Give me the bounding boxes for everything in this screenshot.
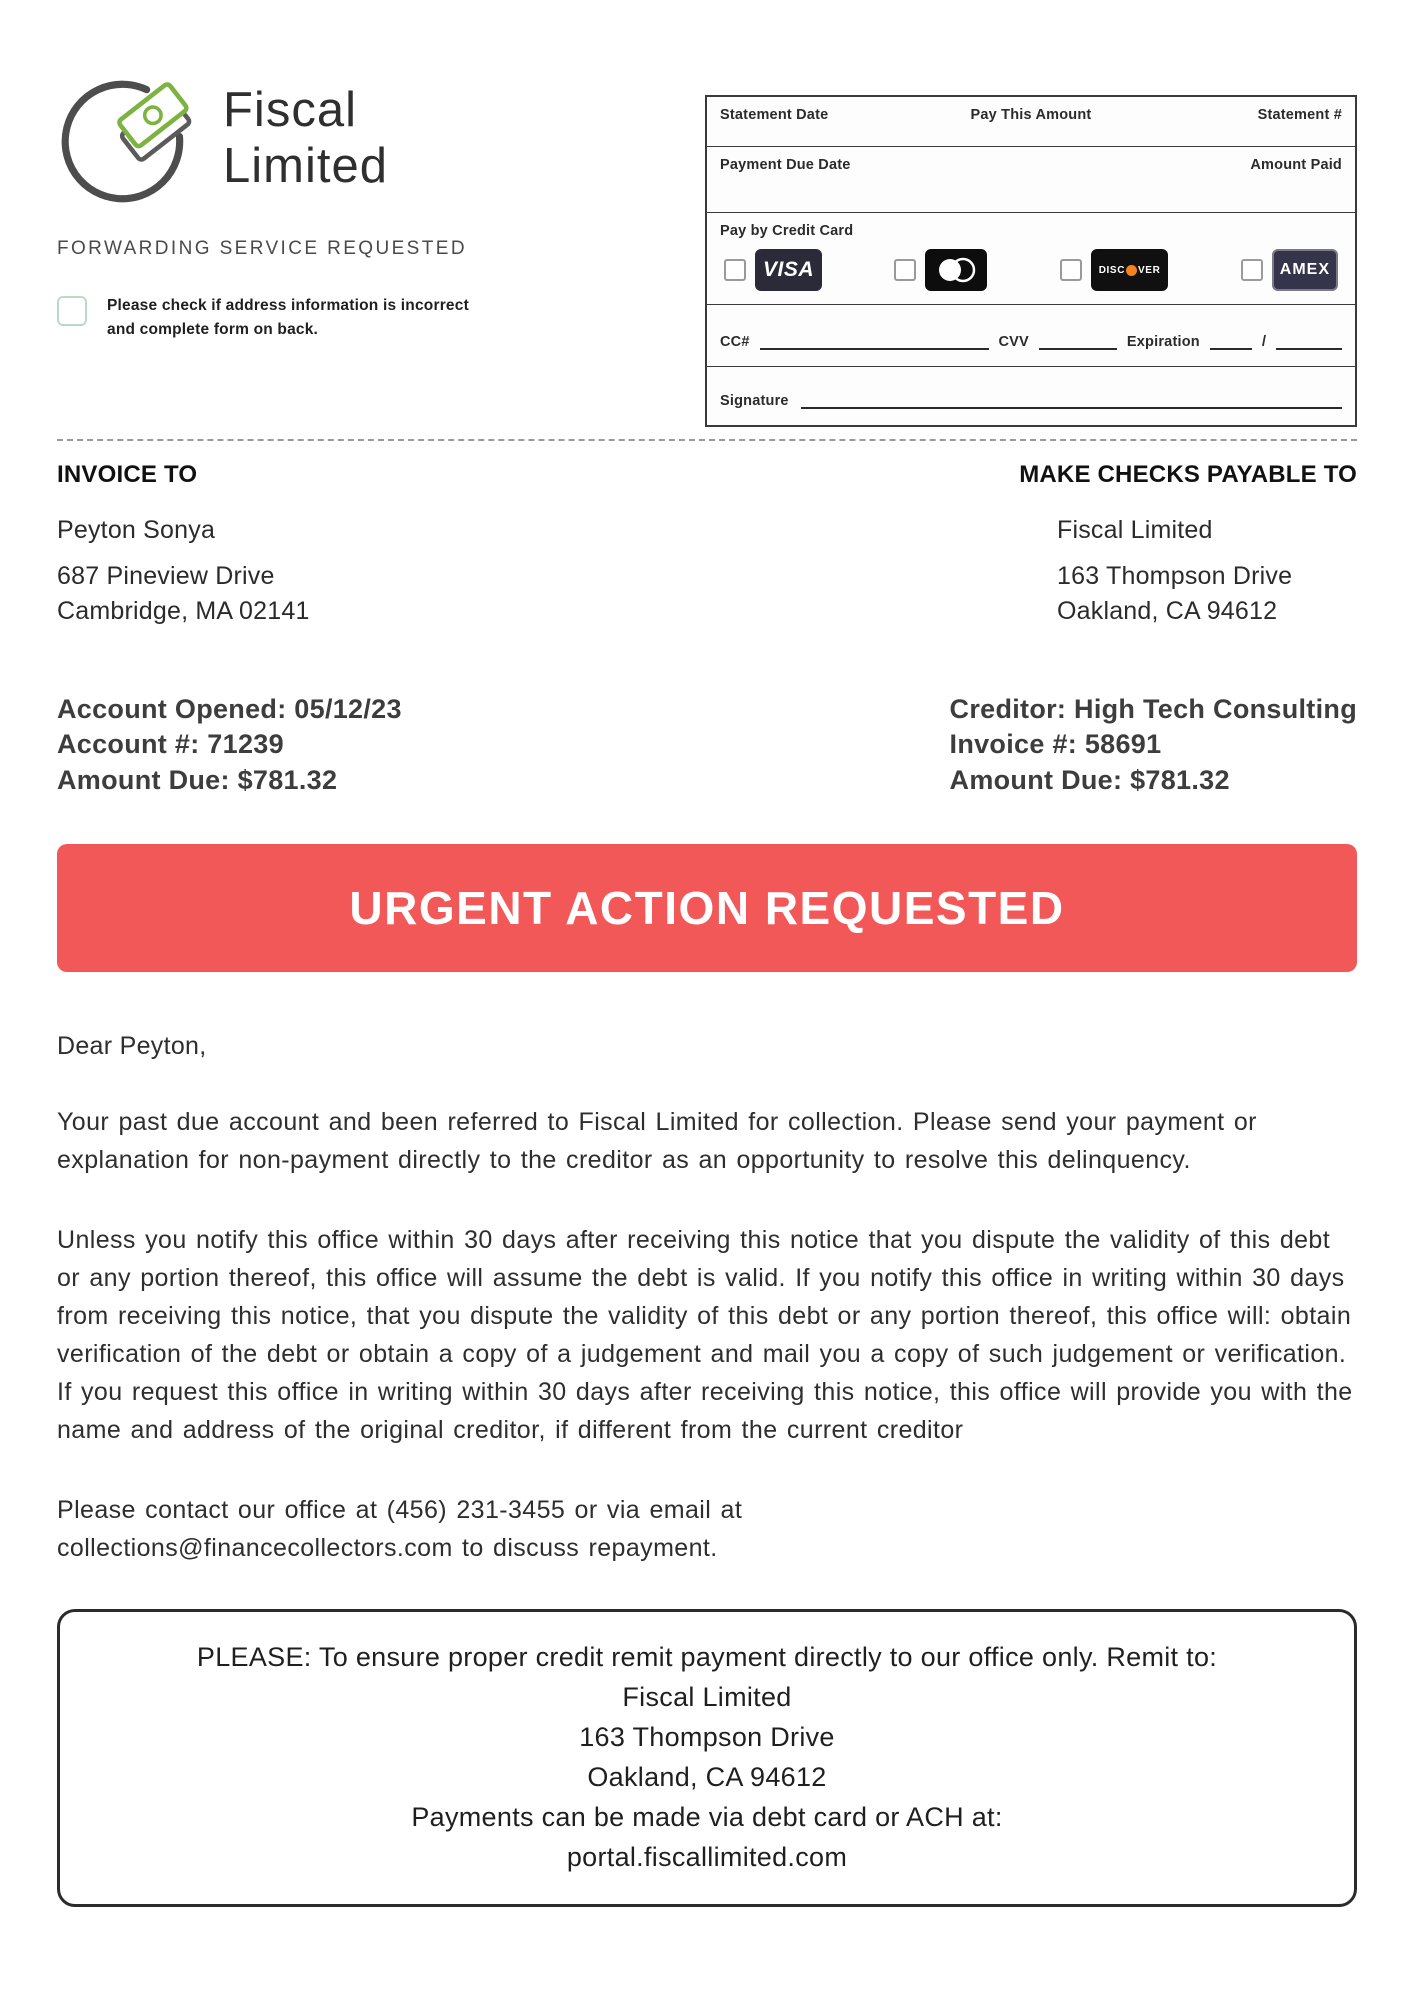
urgent-banner [57, 844, 1357, 972]
statement-number-label: Statement # [1257, 107, 1342, 123]
remit-payment-methods: Payments can be made via debt card or ACH at: [411, 1802, 1003, 1833]
mastercard-option [894, 249, 987, 291]
contact-line: Please contact our office at (456) 231-3455 or via email at [57, 1496, 743, 1525]
stub-credit-card-row [707, 213, 1355, 305]
cvv-label: CVV [998, 334, 1029, 350]
brand-name-line1: Fiscal [223, 83, 357, 138]
account-number: Account #: 71239 [57, 729, 284, 760]
card-options-row [720, 249, 1342, 291]
brand-name [223, 83, 388, 195]
invoice-number: Invoice #: 58691 [949, 729, 1162, 760]
contact-email-line: collections@financecollectors.com to discuss repayment. [57, 1534, 718, 1563]
brand-row [57, 70, 657, 208]
salutation: Dear Peyton, [57, 1032, 207, 1061]
amex-logo-icon [1272, 249, 1338, 291]
discover-dot-icon [1126, 265, 1137, 276]
debtor-address-line1: 687 Pineview Drive [57, 561, 275, 590]
address-incorrect-label [107, 294, 469, 342]
summary-section [57, 692, 1357, 800]
address-incorrect-checkbox[interactable] [57, 296, 87, 326]
payment-due-date-label: Payment Due Date [720, 157, 851, 173]
payable-to-heading: MAKE CHECKS PAYABLE TO [1019, 461, 1357, 488]
debtor-address-line2: Cambridge, MA 02141 [57, 597, 310, 625]
cc-number-label: CC# [720, 334, 750, 350]
payable-to-block [957, 461, 1357, 630]
visa-logo-text: VISA [763, 258, 815, 281]
amex-option [1241, 249, 1338, 291]
stub-statement-row [707, 97, 1355, 147]
tear-line-divider [57, 439, 1357, 441]
payee-address-line1: 163 Thompson Drive [1057, 561, 1293, 590]
visa-option [724, 249, 822, 291]
pay-this-amount-label: Pay This Amount [970, 107, 1092, 123]
visa-logo-icon [755, 249, 822, 291]
header [57, 58, 1357, 427]
creditor-amount-due: Amount Due: $781.32 [949, 765, 1230, 796]
visa-checkbox[interactable] [724, 259, 746, 281]
discover-checkbox[interactable] [1060, 259, 1082, 281]
address-incorrect-label-line1: Please check if address information is incorrect [107, 297, 469, 314]
discover-option [1060, 249, 1169, 291]
account-amount-due: Amount Due: $781.32 [57, 765, 338, 796]
payee-address [957, 513, 1357, 630]
account-summary [57, 692, 402, 800]
mastercard-logo-icon [925, 249, 987, 291]
discover-logo-icon [1091, 249, 1169, 291]
header-left [57, 58, 657, 342]
amount-paid-label: Amount Paid [1250, 157, 1342, 173]
mastercard-checkbox[interactable] [894, 259, 916, 281]
letter-paragraph-2: Unless you notify this office within 30 days after receiving this notice that you dispute the validity of this debt or any portion thereof, this office will assume the debt is valid. If you notify this office in writing within 30 days from receiving this notice, that you dispute the validity of this debt or any portion thereof, this office will: obtain verification of the debt or obtain a copy of a judgement and mail you a copy of such judgement or verification. If you request this office in writing within 30 days after receiving this notice, this office will provide you with the name and address of the original creditor, if different from the current creditor [57, 1226, 1353, 1445]
invoice-to-block [57, 461, 310, 630]
cvv-field[interactable] [1039, 330, 1117, 350]
remit-instruction: PLEASE: To ensure proper credit remit payment directly to our office only. Remit to: [196, 1642, 1218, 1673]
amex-logo-text: AMEX [1279, 261, 1330, 278]
remit-address-line1: 163 Thompson Drive [579, 1722, 835, 1753]
urgent-banner-text: URGENT ACTION REQUESTED [349, 882, 1065, 935]
stub-card-number-row [707, 305, 1355, 367]
remit-address-line2: Oakland, CA 94612 [587, 1762, 827, 1793]
letter-paragraph-1: Your past due account and been referred to Fiscal Limited for collection. Please send your payment or explanation for non-payment directly to the creditor as an opportunity to resolve this delinquency. [57, 1108, 1257, 1175]
account-opened: Account Opened: 05/12/23 [57, 693, 402, 724]
debtor-name: Peyton Sonya [57, 516, 216, 544]
creditor-summary [950, 692, 1357, 800]
discover-logo-text-right: VER [1138, 264, 1161, 276]
invoice-to-heading: INVOICE TO [57, 461, 198, 488]
payee-name: Fiscal Limited [1057, 516, 1213, 544]
expiration-year-field[interactable] [1276, 330, 1342, 350]
forwarding-service-notice: FORWARDING SERVICE REQUESTED [57, 238, 467, 259]
address-incorrect-label-line2: and complete form on back. [107, 321, 319, 339]
letter-paragraph-3 [57, 1491, 1357, 1567]
amex-checkbox[interactable] [1241, 259, 1263, 281]
expiration-label: Expiration [1126, 334, 1200, 350]
remit-portal-url: portal.fiscallimited.com [566, 1841, 848, 1872]
cc-number-field[interactable] [760, 330, 989, 350]
remit-company-name: Fiscal Limited [622, 1682, 792, 1713]
address-section [57, 461, 1357, 630]
payee-address-line2: Oakland, CA 94612 [1057, 597, 1278, 625]
brand-name-line2: Limited [223, 139, 388, 193]
fiscal-limited-logo-icon [57, 70, 195, 208]
stub-signature-row [707, 367, 1355, 425]
creditor-name: Creditor: High Tech Consulting [949, 693, 1357, 724]
signature-field[interactable] [801, 389, 1342, 409]
remit-box [57, 1609, 1357, 1907]
pay-by-credit-card-label: Pay by Credit Card [720, 223, 854, 239]
payment-stub [705, 95, 1357, 427]
address-incorrect-check [57, 294, 657, 342]
expiration-slash: / [1261, 333, 1266, 350]
discover-logo-text-left: DISC [1098, 264, 1126, 276]
stub-due-date-row [707, 147, 1355, 213]
statement-date-label: Statement Date [720, 107, 829, 123]
signature-label: Signature [720, 393, 789, 409]
expiration-month-field[interactable] [1210, 330, 1252, 350]
